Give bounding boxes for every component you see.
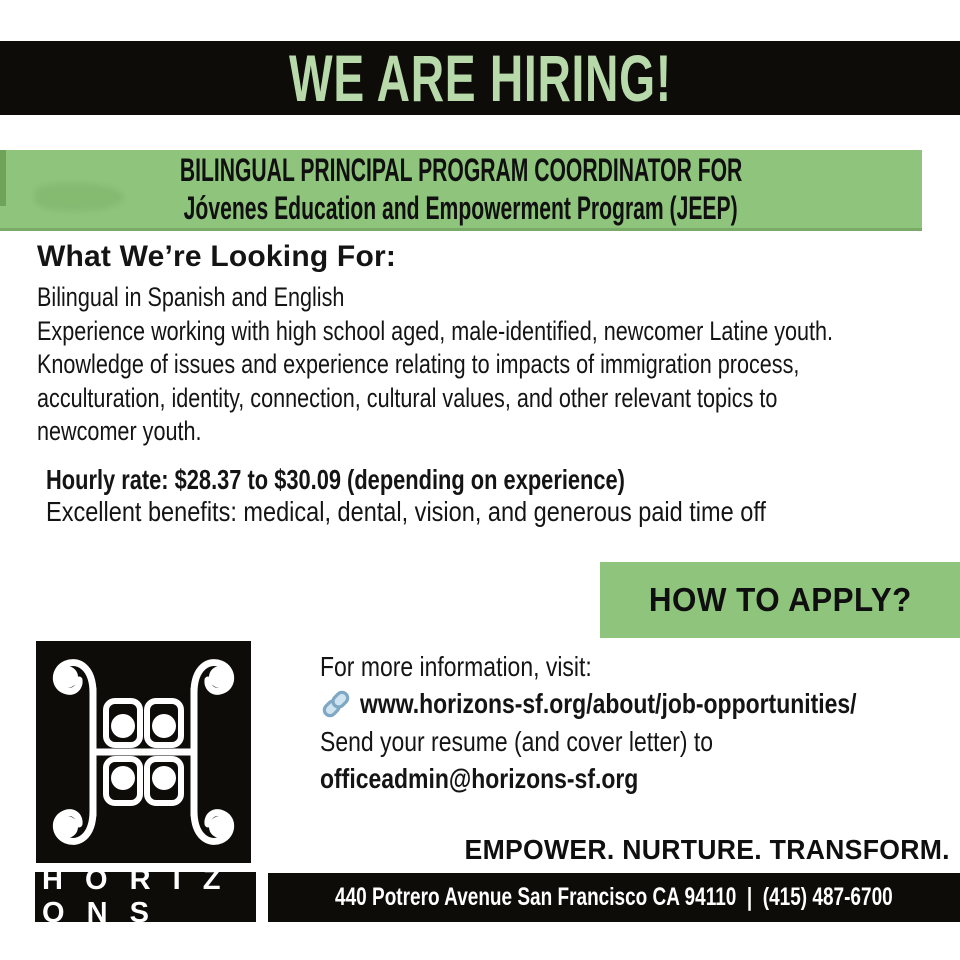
banner-watermark <box>34 183 124 211</box>
benefits-line: Excellent benefits: medical, dental, vision, and generous paid time off <box>46 496 766 527</box>
horizons-wordmark <box>35 864 256 929</box>
resume-instruction: Send your resume (and cover letter) to <box>320 725 714 757</box>
link-icon <box>320 688 352 720</box>
position-title-line1: BILINGUAL PRINCIPAL PROGRAM COORDINATOR FOR <box>179 152 743 188</box>
job-opportunities-url[interactable]: www.horizons-sf.org/about/job-opportunities/ <box>360 688 857 720</box>
address-bar <box>268 873 960 922</box>
looking-for-section <box>37 240 937 450</box>
how-to-apply-banner <box>600 562 960 638</box>
tagline-text: EMPOWER. NURTURE. TRANSFORM. <box>464 834 950 865</box>
banner-edge-accent <box>0 150 6 206</box>
email-link[interactable] <box>320 763 708 795</box>
tagline <box>400 834 950 866</box>
hourly-rate: Hourly rate: $28.37 to $30.09 (depending on experience) <box>46 464 625 495</box>
requirement-line: Bilingual in Spanish and English <box>37 282 345 312</box>
requirement-line: Experience working with high school aged, male-identified, newcomer Latine youth. <box>37 315 834 346</box>
position-title-line2: Jóvenes Education and Empowerment Program (JEEP) <box>184 190 738 226</box>
requirement-line: newcomer youth. <box>37 416 202 447</box>
address-text: 440 Potrero Avenue San Francisco CA 94110 | (415) 487-6700 <box>335 883 893 911</box>
requirement-line: Knowledge of issues and experience relating to impacts of immigration process, <box>37 349 800 380</box>
looking-for-heading: What We’re Looking For: <box>37 240 397 273</box>
horizons-monogram-icon <box>36 641 251 863</box>
how-to-apply-title: HOW TO APPLY? <box>648 581 912 618</box>
apply-info-section <box>320 648 940 798</box>
hero-banner <box>0 41 960 115</box>
info-label: For more information, visit: <box>320 650 592 682</box>
compensation-section <box>46 464 946 528</box>
requirement-line: acculturation, identity, connection, cultural values, and other relevant topics to <box>37 382 778 413</box>
hero-title: WE ARE HIRING! <box>288 41 672 115</box>
email-address[interactable]: officeadmin@horizons-sf.org <box>320 763 639 795</box>
horizons-wordmark-text: H O R I Z O N S <box>42 864 228 929</box>
position-title-banner <box>0 150 922 231</box>
job-opportunities-link[interactable] <box>360 688 960 720</box>
